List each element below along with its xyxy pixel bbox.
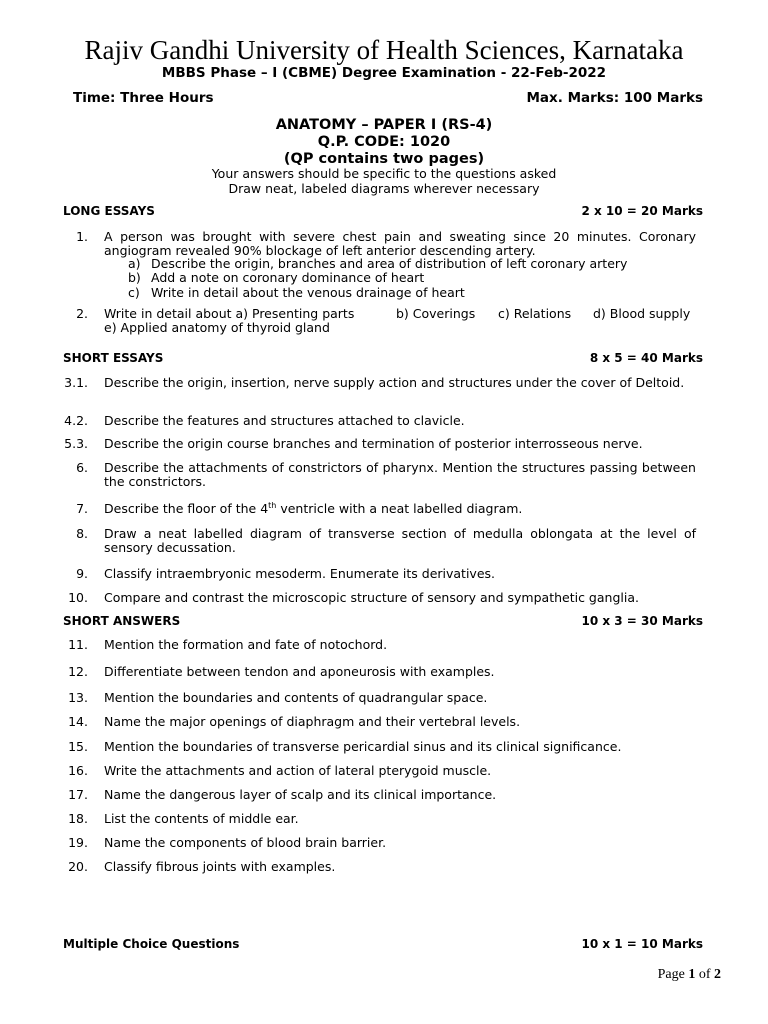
- question-number: 3.1.: [64, 375, 88, 390]
- page-current: 1: [688, 967, 696, 982]
- question-text: Write the attachments and action of lateral pterygoid muscle.: [104, 763, 492, 778]
- question-1-sub-c: [128, 286, 465, 300]
- question-2-part-d: d) Blood supply: [593, 306, 691, 321]
- short-answers-heading: SHORT ANSWERS: [63, 614, 181, 628]
- question-text: Classify fibrous joints with examples.: [104, 859, 336, 874]
- question-text: Name the major openings of diaphragm and their vertebral levels.: [104, 714, 521, 729]
- question-number: 1.: [76, 229, 88, 244]
- question-number: 5.3.: [64, 436, 88, 451]
- max-marks: Max. Marks: 100 Marks: [526, 90, 703, 106]
- question-number: 16.: [68, 763, 88, 778]
- question-text: Name the dangerous layer of scalp and its clinical importance.: [104, 787, 497, 802]
- university-title: Rajiv Gandhi University of Health Sciences, Karnataka: [84, 35, 684, 65]
- question-number: 9.: [76, 566, 88, 581]
- mcq-heading: Multiple Choice Questions: [63, 937, 240, 951]
- page-word: Page: [657, 967, 685, 982]
- question-text-part: ventricle with a neat labelled diagram.: [276, 501, 523, 516]
- question-number: 20.: [68, 859, 88, 874]
- short-essays-heading: SHORT ESSAYS: [63, 351, 164, 365]
- question-text: Mention the boundaries and contents of quadrangular space.: [104, 690, 488, 705]
- page-total: 2: [714, 967, 721, 982]
- question-number: 10.: [68, 590, 88, 605]
- question-number: 8.: [76, 526, 88, 541]
- question-text: Compare and contrast the microscopic structure of sensory and sympathetic ganglia.: [104, 590, 639, 605]
- question-2: [62, 307, 696, 337]
- question-1-sub-b: [128, 271, 424, 285]
- question-text-part: Describe the floor of the 4: [104, 501, 269, 516]
- question-number: 13.: [68, 690, 88, 705]
- question-text: Describe the origin course branches and termination of posterior interrosseous nerve.: [104, 436, 643, 451]
- sub-label: a): [128, 256, 141, 271]
- sub-label: c): [128, 285, 140, 300]
- question-text: Classify intraembryonic mesoderm. Enumerate its derivatives.: [104, 566, 496, 581]
- sub-label: b): [128, 270, 141, 285]
- question-text: Draw a neat labelled diagram of transverse section of medulla oblongata at the level of sensory decussation.: [104, 526, 696, 555]
- instruction-specific: Your answers should be specific to the questions asked: [211, 166, 557, 181]
- question-text: Differentiate between tendon and aponeurosis with examples.: [104, 664, 495, 679]
- instruction-diagrams: Draw neat, labeled diagrams wherever necessary: [228, 181, 540, 196]
- question-number: 15.: [68, 739, 88, 754]
- question-text: Mention the formation and fate of notochord.: [104, 637, 388, 652]
- question-1-sub-a: [128, 257, 627, 271]
- question-number: 18.: [68, 811, 88, 826]
- sub-text: Write in detail about the venous drainage of heart: [151, 285, 465, 300]
- question-number: 12.: [68, 664, 88, 679]
- short-essays-marks: 8 x 5 = 40 Marks: [589, 351, 703, 365]
- question-number: 4.2.: [64, 413, 88, 428]
- question-number: 2.: [76, 306, 88, 321]
- question-2-part-a: Write in detail about a) Presenting parts: [104, 306, 355, 321]
- question-number: 17.: [68, 787, 88, 802]
- question-text: A person was brought with severe chest pain and sweating since 20 minutes. Coronary angiogram revealed 90% blockage of left anterior descending artery.: [104, 229, 696, 258]
- ordinal-suffix: th: [268, 500, 277, 510]
- question-text: List the contents of middle ear.: [104, 811, 299, 826]
- question-text: [104, 502, 696, 516]
- question-text: Mention the boundaries of transverse pericardial sinus and its clinical significance.: [104, 739, 622, 754]
- exam-subtitle: MBBS Phase – I (CBME) Degree Examination - 22-Feb-2022: [161, 65, 607, 81]
- question-text: Name the components of blood brain barrier.: [104, 835, 387, 850]
- mcq-marks: 10 x 1 = 10 Marks: [581, 937, 703, 951]
- page-of: of: [698, 967, 711, 982]
- question-number: 14.: [68, 714, 88, 729]
- question-2-part-e: e) Applied anatomy of thyroid gland: [104, 320, 330, 335]
- long-essays-marks: 2 x 10 = 20 Marks: [581, 204, 703, 218]
- question-2-part-c: c) Relations: [498, 306, 572, 321]
- question-text: Describe the features and structures attached to clavicle.: [104, 413, 465, 428]
- question-text: Describe the origin, insertion, nerve supply action and structures under the cover of Deltoid.: [104, 375, 685, 390]
- pages-note: (QP contains two pages): [283, 151, 485, 167]
- question-number: 6.: [76, 460, 88, 475]
- question-number: 7.: [76, 501, 88, 516]
- exam-duration: Time: Three Hours: [73, 90, 214, 106]
- qp-code: Q.P. CODE: 1020: [317, 134, 451, 150]
- sub-text: Describe the origin, branches and area of distribution of left coronary artery: [151, 256, 628, 271]
- question-2-part-b: b) Coverings: [396, 306, 476, 321]
- question-number: 19.: [68, 835, 88, 850]
- sub-text: Add a note on coronary dominance of heart: [151, 270, 425, 285]
- question-text: Describe the attachments of constrictors of pharynx. Mention the structures passing between the constrictors.: [104, 460, 696, 489]
- paper-title: ANATOMY – PAPER I (RS-4): [275, 117, 493, 133]
- long-essays-heading: LONG ESSAYS: [63, 204, 155, 218]
- question-number: 11.: [68, 637, 88, 652]
- page-number: [658, 966, 721, 984]
- short-answers-marks: 10 x 3 = 30 Marks: [581, 614, 703, 628]
